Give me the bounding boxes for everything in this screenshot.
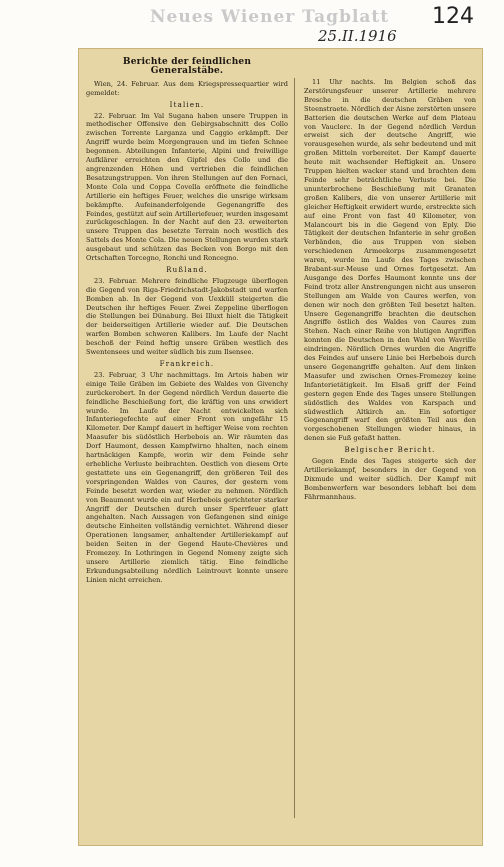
page-number: 124 — [432, 4, 474, 29]
handwritten-date: 25.II.1916 — [318, 27, 397, 45]
right-column — [304, 78, 476, 860]
paragraph-russland: 23. Februar. Mehrere feindliche Flugzeuge überflogen die Gegend von Riga-Friedrichstadt-Jakobstadt und warfen Bomben ab. In der Gegend von Uexküll steigerten die Deutschen ihr heftiges Feuer. Zwei Zeppeline überflogen die Stellungen bei Dünaburg. Bei Illuxt hielt die Tätigkeit der beiderseitigen Artillerie wieder auf. Die Deutschen warfen Bomben schweren Kalibers. Im Laufe der Nacht beschoß der Feind heftig unsere Gräben westlich des Swentensees und weiter südlich bis zum Ilsensee. — [86, 276, 288, 357]
paragraph-frankreich-night: 11 Uhr nachts. Im Belgien schoß das Zerstörungsfeuer unserer Artillerie mehrere Bresche in die deutschen Gräben von Steenstraete. Nördlich der Aisne zerstörten unsere Batterien die deutschen Werke auf dem Plateau von Vauclerc. In der Gegend nördlich Verdun erweist sich der deutsche Angriff, wie vorausgesehen wurde, als sehr bedeutend und mit großen Mitteln vorbereitet. Der Kampf dauerte heute mit wachsender Heftigkeit an. Unsere Truppen hielten wacker stand und brachten dem Feinde sehr beträchtliche Verluste bei. Die ununterbrochene Beschießung mit Granaten großen Kalibers, die von unserer Artillerie mit gleicher Heftigkeit erwidert wurde, erstreckte sich auf eine Front von fast 40 Kilometer, von Malancourt bis in die Gegend von Eply. Die Tätigkeit der deutschen Infanterie in sehr großen Verbänden, die aus Truppen von sieben verschiedenen Armeekorps zusammengesetzt waren, wurde im Laufe des Tages zwischen Brabant-sur-Meuse und Ornes fortgesetzt. Am Ausgange des Dorfes Haumont konnte uns der Feind trotz aller Anstrengungen nicht aus unseren Stellungen am Walde von Caures werfen, von denen wir noch den größten Teil besetzt halten. Unsere Gegenangriffe brachten die deutschen Angriffe östlich des Waldes von Caures zum Stehen. Nach einer Reihe von blutigen Angriffen konnten die Deutschen in den Wald von Wavrille eindringen. Nördlich Ornes wurden die Angriffe des Feindes auf unsere Linie bei Herbebois durch unsere Gegenangriffe gehalten. Auf dem linken Maasufer und zwischen Ornes-Fromezey keine Infanterietätigkeit. Im Elsaß griff der Feind gestern gegen Ende des Tages unsere Stellungen südöstlich des Waldes von Karspach und südwestlich Altkirch an. Ein sofortiger Gegenangriff warf den größten Teil aus den vorgeschobenen Stellungen wieder hinaus, in denen sie Fuß gefaßt hatten. — [304, 78, 476, 443]
column-divider — [294, 78, 295, 818]
article-intro: Wien, 24. Februar. Aus dem Kriegspressequartier wird gemeldet: — [86, 79, 288, 97]
left-column — [86, 56, 288, 838]
paragraph-belgien: Gegen Ende des Tages steigerte sich der Artilleriekampf, besonders in der Gegend von Dixmude und weiter südlich. Der Kampf mit Bombenwerfern war besonders lebhaft bei dem Fährmannhaus. — [304, 457, 476, 501]
section-title-italien: Italien. — [169, 100, 205, 109]
newspaper-clipping — [78, 48, 483, 846]
section-title-russland: Rußland. — [166, 265, 208, 274]
section-title-frankreich: Frankreich. — [159, 360, 215, 368]
article-headline: Berichte der feindlichen Generalstäbe. — [122, 57, 252, 76]
paragraph-frankreich: 23. Februar, 3 Uhr nachmittags. Im Artois haben wir einige Teile Gräben im Gebiete des Waldes von Givenchy zurückerobert. In der Gegend nördlich Verdun dauerte die feindliche Beschießung fort, die kräftig von uns erwidert wurde. Im Laufe der Nacht entwickelten sich Infanteriegefechte auf einer Front von ungefähr 15 Kilometer. Der Kampf dauert in heftiger Weise vom rechten Maasufer bis südöstlich Herbebois an. Wir räumten das Dorf Haumont, dessen Kampfwirno hhalten, nach einem hartnäckigen Kampfe, worin wir dem Feinde sehr erhebliche Verluste beibrachten. Oestlich von diesem Orte gestattete uns ein Gegenangriff, den größeren Teil des vorspringenden Waldes von Caures, der gestern vom Feinde besetzt worden war, wieder zu nehmen. Nördlich von Beaumont wurde ein auf Herbebois gerichteter starker Angriff der Deutschen durch unser Sperrfeuer glatt angehalten. Nach Aussagen von Gefangenen sind einige deutsche Einheiten vollständig vernichtet. Während dieser Operationen langsamer, anhaltender Artilleriekampf auf beiden Seiten in der Gegend Haute-Chevières und Fromezey. In Lothringen in Gegend Nomeny zeigte sich unsere Artillerie ziemlich tätig. Eine feindliche Erkundungsabteilung nördlich Leintrouvt konnte unsere Linien nicht erreichen. — [86, 370, 288, 584]
paragraph-italien: 22. Februar. Im Val Sugana haben unsere Truppen in methodischer Offensive den Gebirgsabschnitt des Collo zwischen Torrente Larganza und Caggio erkämpft. Der Angriff wurde beim Morgengrauen und im tiefen Schnee begonnen. Abteilungen Infanterie, Alpini und freiwillige Aufklärer erreichten den Gipfel des Collo und die angrenzenden Höhen und vertrieben die feindlichen Besatzungstruppen. Von ihren Stellungen auf den Fornaci, Monte Cola und Coppa Covella eröffnete die feindliche Artillerie ein heftiges Feuer, welches die unsrige wirksam bekämpfte. Aufeinanderfolgende Gegenangriffe des Feindes, gestützt auf sein Artilleriefeuer, wurden insgesamt zurückgeschlagen. In der Nacht auf den 23. erweiterten unsere Truppen das besetzte Terrain noch westlich des Sattels des Monte Cola. Die neuen Stellungen wurden stark ausgebaut und schützen das Becken von Borgo mit den Ortschaften Torcegno, Ronchi und Roncegno. — [86, 111, 288, 263]
masthead: Neues Wiener Tagblatt — [150, 7, 390, 27]
section-title-belgien: Belgischer Bericht. — [344, 446, 436, 455]
